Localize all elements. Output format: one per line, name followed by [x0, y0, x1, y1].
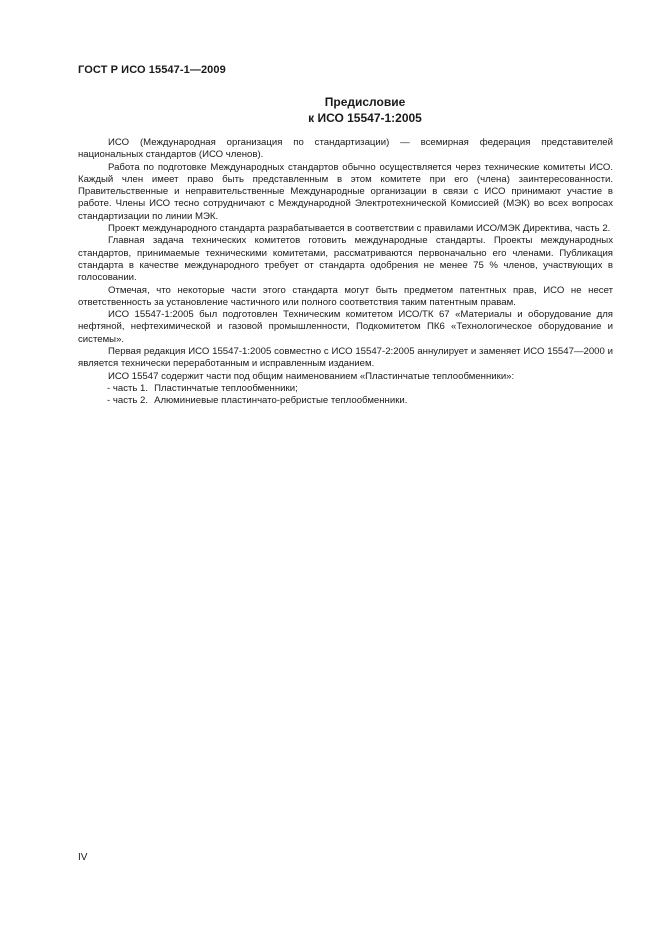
paragraph: Работа по подготовке Международных стандартов обычно осуществляется через технические комитеты ИСО. Каждый член имеет право быть представленным в этом комитете при его (члена) заинтересованности. Правительственные и неправительственные Международные организации в связи с ИСО принимают участие в работе. Члены ИСО тесно сотрудничают с Международной Электротехнической Комиссией (МЭК) во всех вопросах стандартизации по линии МЭК. — [78, 161, 613, 222]
list-item — [78, 395, 613, 407]
list-item — [78, 383, 613, 395]
title-line-1: Предисловие — [324, 95, 406, 109]
paragraph: Главная задача технических комитетов готовить международные стандарты. Проекты международных стандартов, принимаемые техническими комитетами, рассматриваются первоначально его членами. Публикация стандарта в качестве международного требует от стандарта одобрения не менее 75 % членов, участвующих в голосовании. — [78, 235, 613, 284]
paragraph: ИСО 15547 содержит части под общим наименованием «Пластинчатые теплообменники»: — [108, 370, 515, 382]
paragraph: ИСО 15547-1:2005 был подготовлен Техническим комитетом ИСО/ТК 67 «Материалы и оборудование для нефтяной, нефтехимической и газовой промышленности, Подкомитетом ПК6 «Технологическое оборудование и системы». — [78, 309, 613, 345]
document-code-header: ГОСТ Р ИСО 15547-1—2009 — [78, 64, 226, 76]
paragraph: Проект международного стандарта разрабатывается в соответствии с правилами ИСО/МЭК Директива, часть 2. — [108, 223, 611, 235]
foreword-body — [78, 137, 613, 408]
list-item-title: Алюминиевые пластинчато-ребристые теплообменники. — [154, 395, 408, 407]
title-line-2: к ИСО 15547-1:2005 — [308, 111, 422, 125]
list-item-prefix: - часть 1. — [107, 382, 149, 394]
foreword-title — [78, 94, 612, 126]
paragraph: Отмечая, что некоторые части этого стандарта могут быть предметом патентных прав, ИСО не несет ответственность за установление частичного или полного соответствия таким патентным правам. — [78, 284, 613, 308]
list-item-title: Пластинчатые теплообменники; — [154, 382, 298, 394]
page-number: IV — [78, 852, 88, 863]
paragraph: Первая редакция ИСО 15547-1:2005 совместно с ИСО 15547-2:2005 аннулирует и заменяет ИСО 15547—2000 и является технически переработанным и исправленным изданием. — [78, 346, 613, 370]
list-item-prefix: - часть 2. — [107, 395, 149, 407]
paragraph: ИСО (Международная организация по стандартизации) — всемирная федерация представителей национальных стандартов (ИСО членов). — [78, 137, 613, 161]
